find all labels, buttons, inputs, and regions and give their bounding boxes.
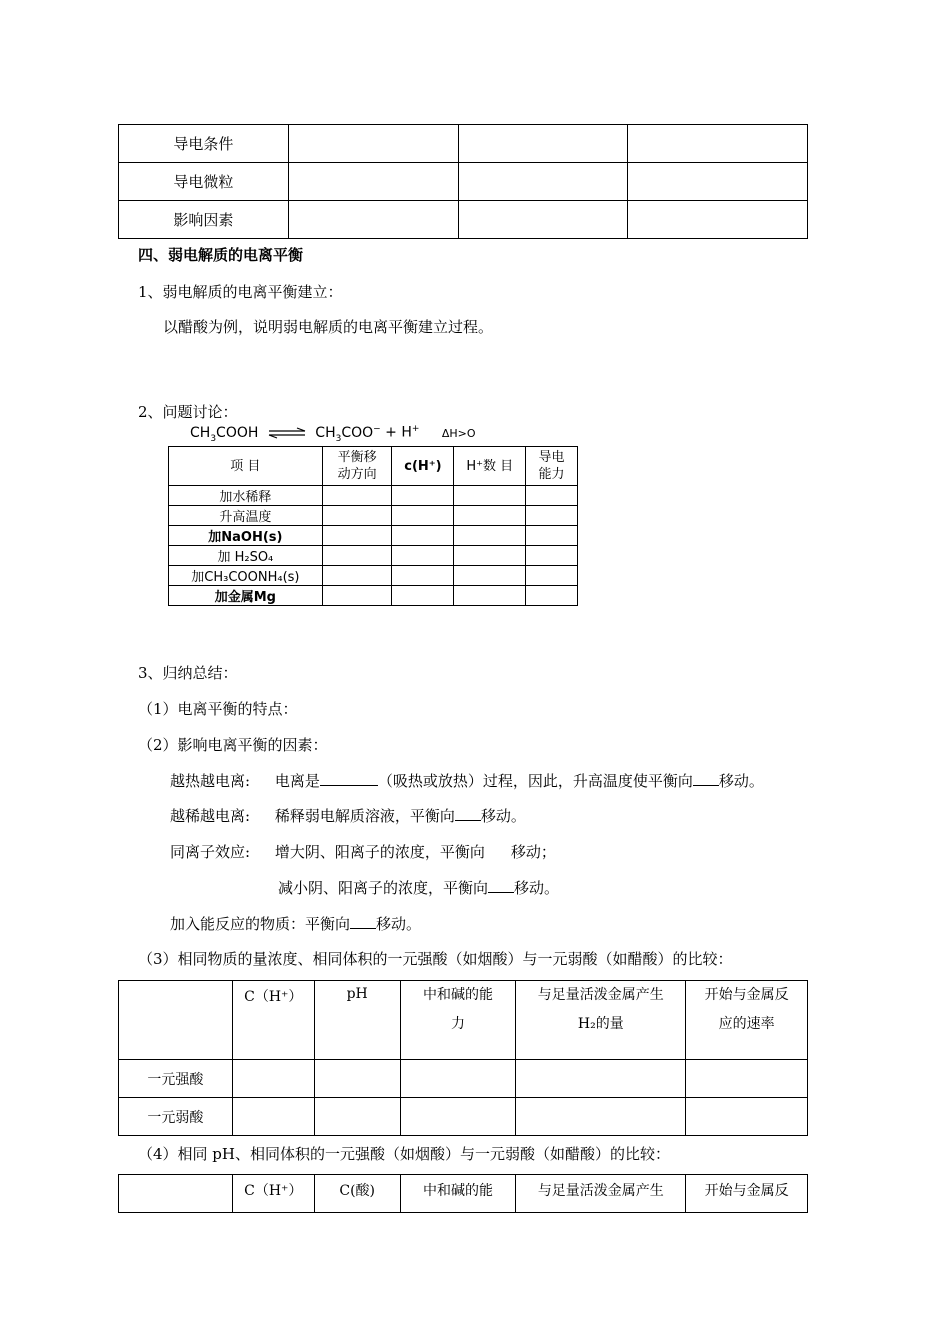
header-neutralize: 中和碱的能 <box>400 1175 516 1213</box>
table-cell[interactable] <box>454 506 526 526</box>
table-cell[interactable] <box>392 586 454 606</box>
table-cell[interactable] <box>526 486 578 506</box>
row-label: 导电条件 <box>119 125 289 163</box>
table-cell[interactable] <box>392 566 454 586</box>
dilute-text-b: 移动。 <box>480 807 526 825</box>
table-cell[interactable] <box>314 1098 400 1136</box>
table-cell[interactable] <box>322 566 392 586</box>
header-h2-amount: 与足量活泼金属产生 H₂的量 <box>516 981 686 1060</box>
table-cell[interactable] <box>526 506 578 526</box>
table-row <box>169 526 578 546</box>
table-row <box>169 586 578 606</box>
table-cell[interactable] <box>454 546 526 566</box>
header-rate: 开始与金属反 应的速率 <box>686 981 808 1060</box>
section-title: 四、弱电解质的电离平衡 <box>138 246 304 264</box>
row-label: 加金属Mg <box>169 586 323 606</box>
common-text-c: 减小阴、阳离子的浓度，平衡向 <box>278 879 489 897</box>
row-label: 升高温度 <box>169 506 323 526</box>
heat-rule <box>170 770 764 791</box>
header-neutralize: 中和碱的能 力 <box>400 981 516 1060</box>
table-row <box>169 486 578 506</box>
hydrogen-ion: + H <box>385 424 412 441</box>
dilute-blank[interactable] <box>455 820 481 821</box>
heat-text-a: 电离是 <box>274 772 320 790</box>
heat-blank-1[interactable] <box>320 785 378 786</box>
common-text-d: 移动。 <box>514 879 560 897</box>
table-cell[interactable] <box>458 201 628 239</box>
common-ion-rule <box>170 841 556 862</box>
common-label: 同离子效应: <box>170 843 251 861</box>
header-ph: pH <box>314 981 400 1060</box>
react-text-a: 加入能反应的物质：平衡向 <box>170 915 351 933</box>
summary-p2: （2）影响电离平衡的因素： <box>138 736 328 754</box>
summary-p1: （1）电离平衡的特点： <box>138 700 298 718</box>
table-row <box>169 546 578 566</box>
equilibrium-arrow-icon <box>267 427 307 439</box>
react-text-b: 移动。 <box>376 915 422 933</box>
dilute-rule <box>170 805 526 826</box>
table-cell[interactable] <box>628 163 808 201</box>
table-row <box>119 1060 808 1098</box>
table-cell[interactable] <box>288 163 458 201</box>
header-empty <box>119 1175 233 1213</box>
ionization-equation: $CH_3COOH$ $CH_3COO^- + H^+$ ΔH>O <box>190 424 476 444</box>
table-cell[interactable] <box>392 526 454 546</box>
common-text-a: 增大阴、阳离子的浓度，平衡向 <box>274 843 485 861</box>
header-shift: 平衡移 动方向 <box>322 447 392 486</box>
header-h-count: H⁺数 目 <box>454 447 526 486</box>
table-cell[interactable] <box>454 486 526 506</box>
table-row <box>119 1098 808 1136</box>
row-label: 导电微粒 <box>119 163 289 201</box>
discussion-table <box>168 446 578 606</box>
header-rate: 开始与金属反 <box>686 1175 808 1213</box>
table-cell[interactable] <box>454 526 526 546</box>
table-cell[interactable] <box>322 546 392 566</box>
common-ion-rule-2 <box>278 877 559 898</box>
heat-blank-2[interactable] <box>693 785 719 786</box>
table-cell[interactable] <box>232 1060 314 1098</box>
item-3-heading: 3、归纳总结： <box>138 664 238 682</box>
acid-comparison-table-2 <box>118 1174 808 1213</box>
header-ch: c(H⁺) <box>392 447 454 486</box>
table-cell[interactable] <box>526 546 578 566</box>
row-label: 一元弱酸 <box>119 1098 233 1136</box>
header-conductivity: 导电 能力 <box>526 447 578 486</box>
table-cell[interactable] <box>516 1098 686 1136</box>
table-cell[interactable] <box>400 1098 516 1136</box>
table-header-row <box>169 447 578 486</box>
reactant: $CH_3COOH$ <box>190 424 259 444</box>
table-cell[interactable] <box>288 125 458 163</box>
item-1-heading: 1、弱电解质的电离平衡建立： <box>138 283 343 301</box>
table-cell[interactable] <box>516 1060 686 1098</box>
summary-p4: （4）相同 pH、相同体积的一元强酸（如烟酸）与一元弱酸（如醋酸）的比较： <box>138 1145 670 1163</box>
table-cell[interactable] <box>400 1060 516 1098</box>
table-cell[interactable] <box>288 201 458 239</box>
summary-p3: （3）相同物质的量浓度、相同体积的一元强酸（如烟酸）与一元弱酸（如醋酸）的比较： <box>138 950 733 968</box>
enthalpy: ΔH>O <box>441 426 476 440</box>
table-cell[interactable] <box>454 566 526 586</box>
common-text-b: 移动； <box>510 843 556 861</box>
table-cell[interactable] <box>322 506 392 526</box>
row-label: 加NaOH(s) <box>169 526 323 546</box>
table-cell[interactable] <box>322 486 392 506</box>
table-cell[interactable] <box>526 526 578 546</box>
table-cell[interactable] <box>686 1098 808 1136</box>
heat-text-b: （吸热或放热）过程，因此，升高温度使平衡向 <box>377 772 693 790</box>
heat-label: 越热越电离: <box>170 772 251 790</box>
table-cell[interactable] <box>458 125 628 163</box>
row-label: 加水稀释 <box>169 486 323 506</box>
table-cell[interactable] <box>322 586 392 606</box>
table-header-row <box>119 981 808 1060</box>
table-cell[interactable] <box>628 125 808 163</box>
table-cell[interactable] <box>314 1060 400 1098</box>
header-ch: C（H⁺） <box>232 981 314 1060</box>
table-cell[interactable] <box>526 586 578 606</box>
header-ch: C（H⁺） <box>232 1175 314 1213</box>
row-label: 加 H₂SO₄ <box>169 546 323 566</box>
item-2-heading: 2、问题讨论： <box>138 403 238 421</box>
product: $CH_3COO^-$ <box>315 424 381 444</box>
table-cell[interactable] <box>686 1060 808 1098</box>
table-cell[interactable] <box>526 566 578 586</box>
table-cell[interactable] <box>322 526 392 546</box>
table-row <box>169 506 578 526</box>
table-cell[interactable] <box>392 546 454 566</box>
heat-text-c: 移动。 <box>718 772 764 790</box>
react-blank[interactable] <box>350 928 376 929</box>
table-cell[interactable] <box>458 163 628 201</box>
dilute-text-a: 稀释弱电解质溶液，平衡向 <box>274 807 455 825</box>
table-cell[interactable] <box>392 486 454 506</box>
table-cell[interactable] <box>232 1098 314 1136</box>
table-cell[interactable] <box>454 586 526 606</box>
table-header-row <box>119 1175 808 1213</box>
row-label: 一元强酸 <box>119 1060 233 1098</box>
header-h2-amount: 与足量活泼金属产生 <box>516 1175 686 1213</box>
common-blank-2[interactable] <box>488 892 514 893</box>
table-cell[interactable] <box>392 506 454 526</box>
table-row <box>119 201 808 239</box>
row-label: 影响因素 <box>119 201 289 239</box>
table-row <box>169 566 578 586</box>
table-row <box>119 125 808 163</box>
table-cell[interactable] <box>628 201 808 239</box>
item-1-description: 以醋酸为例，说明弱电解质的电离平衡建立过程。 <box>163 318 494 336</box>
dilute-label: 越稀越电离: <box>170 807 251 825</box>
conductivity-table <box>118 124 808 239</box>
row-label: 加CH₃COONH₄(s) <box>169 566 323 586</box>
table-row <box>119 163 808 201</box>
acid-comparison-table-1 <box>118 980 808 1136</box>
reactive-rule <box>170 913 421 934</box>
header-acid-conc: C(酸) <box>314 1175 400 1213</box>
header-item: 项 目 <box>169 447 323 486</box>
header-empty <box>119 981 233 1060</box>
